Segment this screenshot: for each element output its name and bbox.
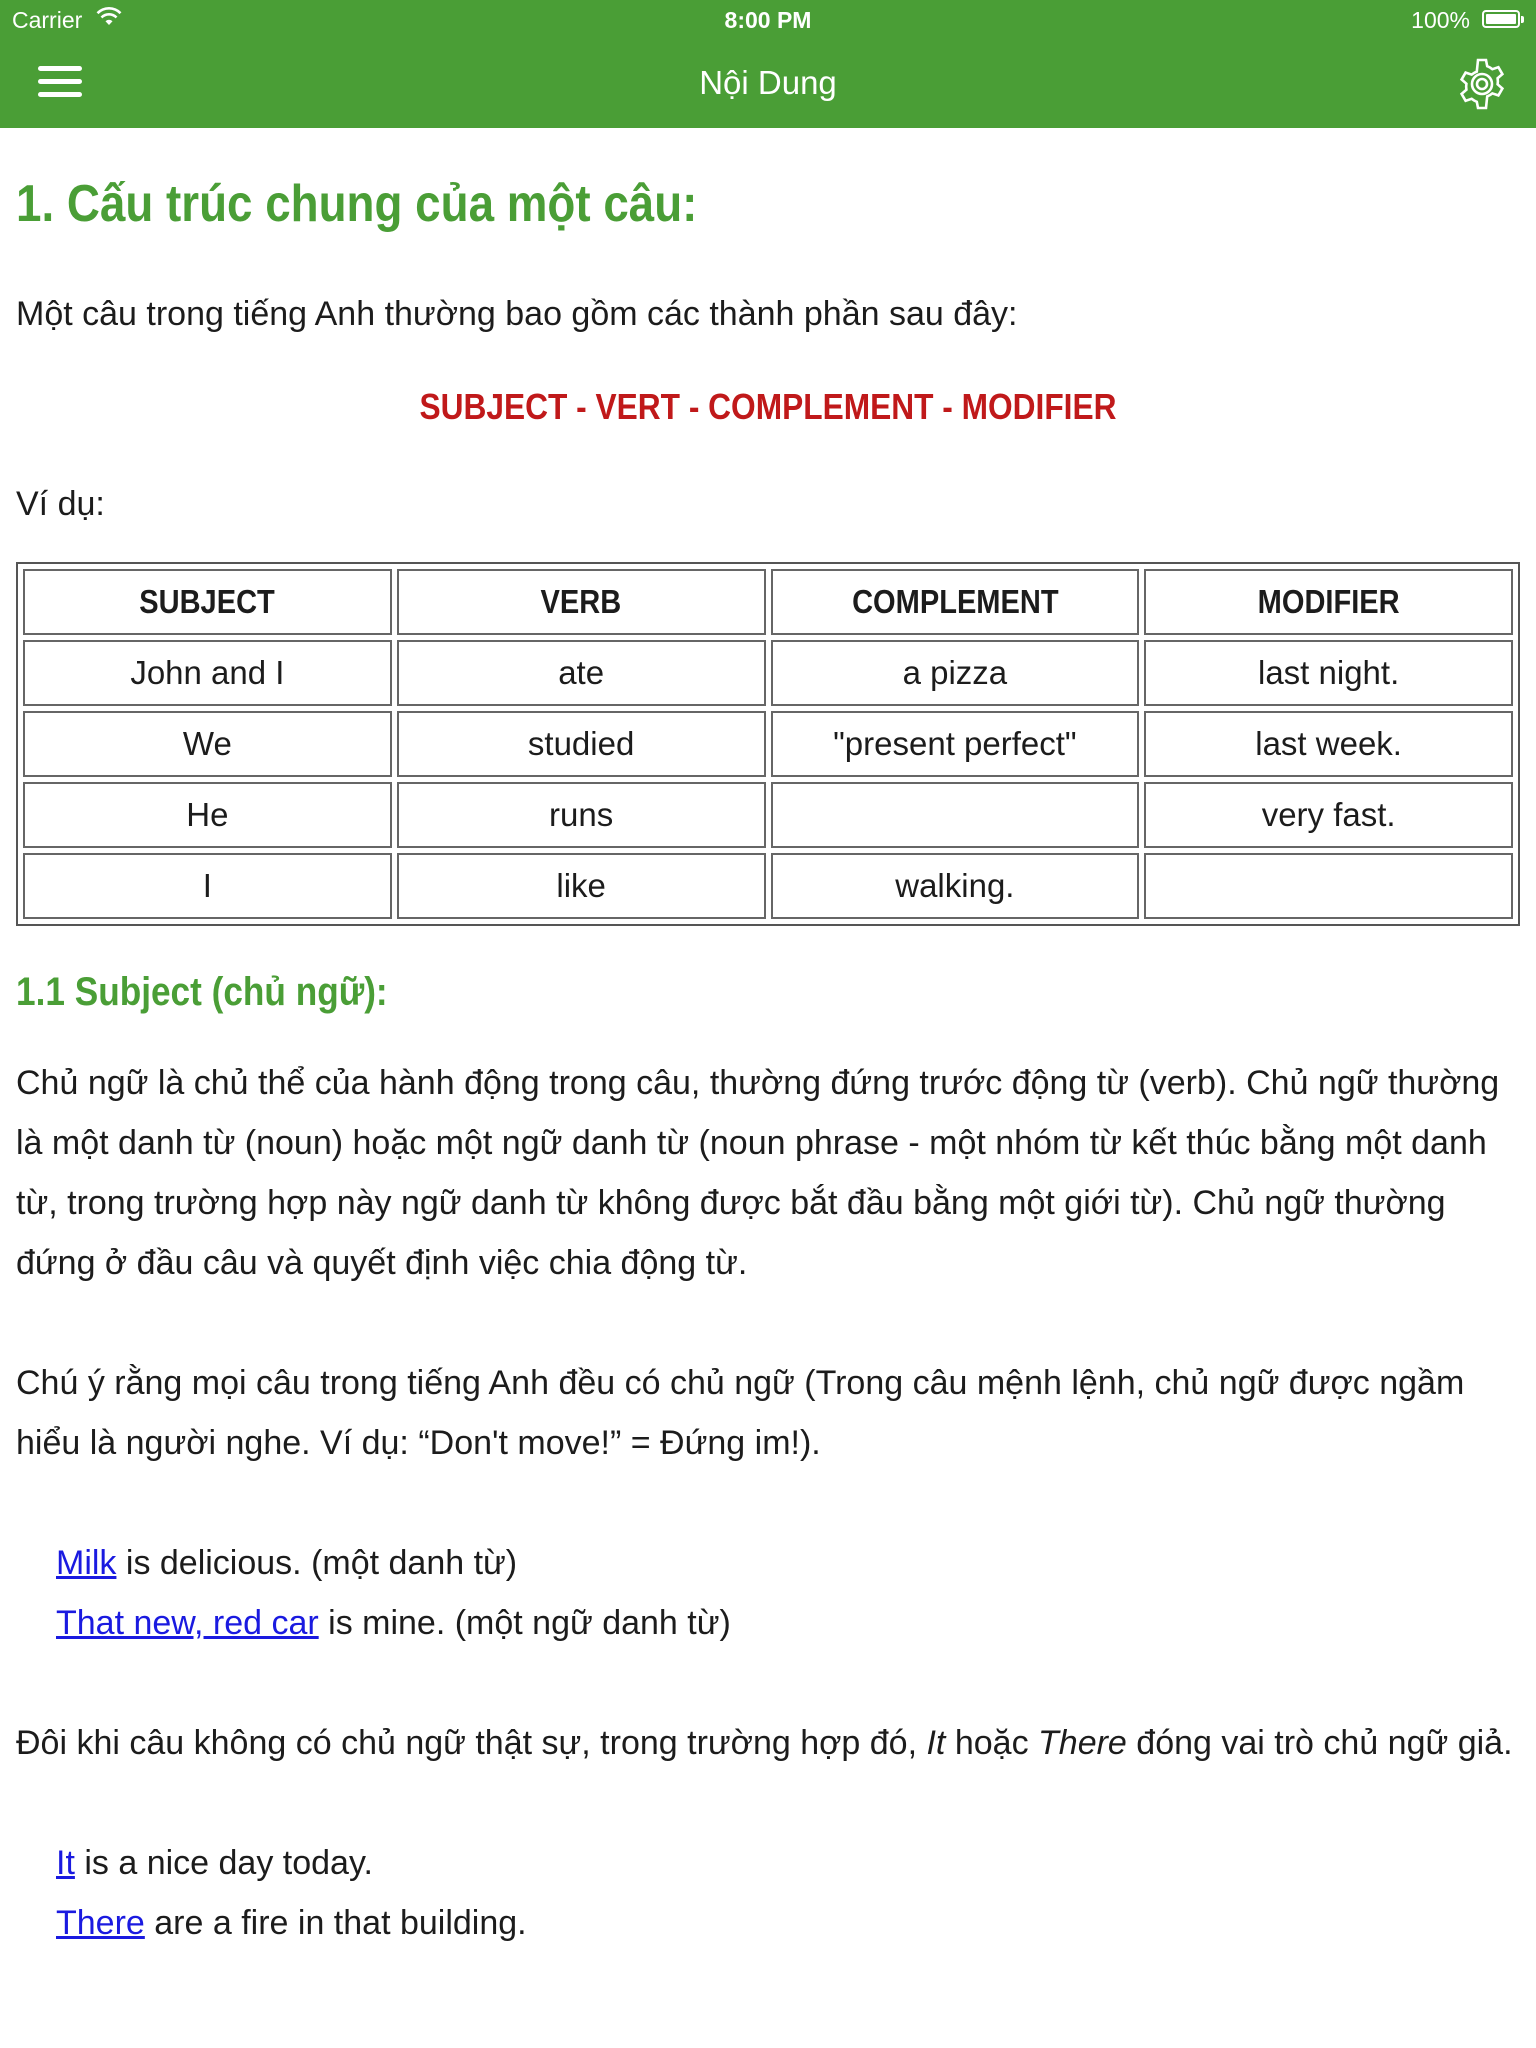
table-cell: very fast. [1144,782,1513,848]
example-list [16,1533,1520,1653]
text-fragment: hoặc [945,1724,1039,1762]
table-cell: John and I [23,640,392,706]
table-row [23,782,1513,848]
intro-text: Một câu trong tiếng Anh thường bao gồm các thành phần sau đây: [16,295,1018,333]
subject-definition-text: Chủ ngữ là chủ thể của hành động trong câu, thường đứng trước động từ (verb). Chủ ngữ thường là một danh từ (noun) hoặc một ngữ danh từ (noun phrase - một nhóm từ kết thúc bằng một danh từ, trong trường hợp này ngữ danh từ không được bắt đầu bằng một giới từ). Chủ ngữ thường đứng ở đầu câu và quyết định việc chia động từ. [16,1064,1500,1282]
battery-percent: 100% [1411,7,1470,33]
example-text: is mine. (một ngữ danh từ) [318,1604,731,1642]
example-text: is delicious. (một danh từ) [116,1544,518,1582]
table-cell: We [23,711,392,777]
table-row [23,853,1513,919]
sentence-structure-table [16,562,1520,926]
example-link[interactable]: Milk [56,1544,117,1582]
table-cell: ate [397,640,766,706]
table-cell: like [397,853,766,919]
page-title: Nội Dung [699,64,837,101]
table-cell: I [23,853,392,919]
column-header-modifier: MODIFIER [1144,569,1513,635]
table-row [23,640,1513,706]
example-sentence [56,1893,1520,1953]
table-header-row [23,569,1513,635]
text-fragment: đóng vai trò chủ ngữ giả. [1126,1724,1513,1762]
status-bar [0,0,1536,40]
table-cell: He [23,782,392,848]
table-cell: a pizza [771,640,1140,706]
italic-term: It [926,1724,946,1762]
table-cell: "present perfect" [771,711,1140,777]
gear-icon[interactable] [1454,56,1510,112]
italic-term: There [1038,1724,1127,1762]
example-sentence [56,1833,1520,1893]
column-header-verb: VERB [397,569,766,635]
example-link[interactable]: That new, red car [56,1604,319,1642]
table-row [23,711,1513,777]
subject-note-text: Chú ý rằng mọi câu trong tiếng Anh đều có chủ ngữ (Trong câu mệnh lệnh, chủ ngữ được ngầm hiểu là người nghe. Ví dụ: “Don't move!” = Đứng im!). [16,1364,1465,1462]
top-bar [0,0,1536,128]
example-text: is a nice day today. [74,1844,373,1882]
dummy-subject-text [16,1713,1520,1773]
example-text: are a fire in that building. [144,1904,527,1942]
table-cell: last week. [1144,711,1513,777]
text-fragment: Đôi khi câu không có chủ ngữ thật sự, trong trường hợp đó, [16,1724,927,1762]
table-cell [1144,853,1513,919]
carrier-label: Carrier [12,7,83,33]
clock: 8:00 PM [724,7,812,33]
subsection-heading: 1.1 Subject (chủ ngữ): [16,970,388,1014]
column-header-subject: SUBJECT [23,569,392,635]
battery-icon [1482,10,1520,28]
content-area[interactable] [16,128,1520,1953]
table-cell: studied [397,711,766,777]
example-list [16,1833,1520,1953]
example-link[interactable]: There [56,1904,145,1942]
example-sentence [56,1593,1520,1653]
sentence-formula: SUBJECT - VERT - COMPLEMENT - MODIFIER [419,386,1117,427]
navigation-bar [0,40,1536,128]
table-cell: last night. [1144,640,1513,706]
example-sentence [56,1533,1520,1593]
column-header-complement: COMPLEMENT [771,569,1140,635]
table-cell: runs [397,782,766,848]
table-cell: walking. [771,853,1140,919]
table-cell [771,782,1140,848]
section-heading: 1. Cấu trúc chung của một câu: [16,175,698,233]
example-label: Ví dụ: [16,485,105,523]
example-link[interactable]: It [56,1844,75,1882]
